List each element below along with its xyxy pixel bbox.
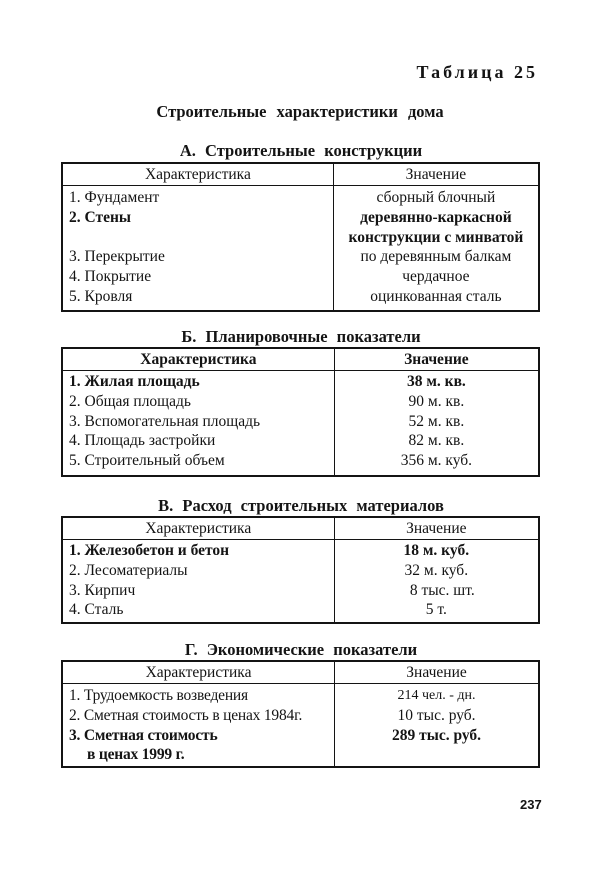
row-value: 5 т. <box>425 601 447 619</box>
row-label: 3. Сметная стоимость <box>69 726 218 744</box>
row-value: сборный блочный <box>376 189 496 206</box>
table-materials <box>61 516 540 624</box>
row-value: конструкции с минватой <box>348 228 524 246</box>
row-label: 2. Лесоматериалы <box>69 561 188 579</box>
row-label: 3. Вспомогательная площадь <box>69 412 261 430</box>
row-value <box>335 745 538 765</box>
table-header-row <box>62 661 539 684</box>
row-label: 2. Общая площадь <box>69 392 191 410</box>
column-header-characteristic: Характеристика <box>62 348 334 371</box>
table-header-row <box>62 163 539 186</box>
row-label: 4. Площадь застройки <box>69 432 216 450</box>
table-construction <box>61 162 540 312</box>
row-label: 1. Железобетон и бетон <box>69 542 230 559</box>
table-header-row <box>62 348 539 371</box>
row-value: 38 м. кв. <box>406 373 466 390</box>
table-row <box>62 684 539 768</box>
row-label: 2. Сметная стоимость в ценах 1984г. <box>69 706 303 724</box>
value-cell <box>334 540 539 624</box>
characteristic-cell <box>62 186 333 311</box>
table-row <box>62 540 539 624</box>
table-economics <box>61 660 540 768</box>
value-cell <box>333 186 539 311</box>
row-label: 5. Кровля <box>69 287 133 305</box>
column-header-value: Значение <box>334 348 539 371</box>
characteristic-cell <box>62 684 335 768</box>
table-planning <box>61 347 540 477</box>
section-c-title: В. Расход строительных материалов <box>158 496 444 515</box>
row-value: оцинкованная сталь <box>370 287 502 305</box>
column-header-value: Значение <box>334 517 539 540</box>
row-value: 32 м. куб. <box>404 561 469 579</box>
table-row <box>62 371 539 476</box>
row-label: 1. Трудоемкость возведения <box>69 687 248 704</box>
row-label: 4. Сталь <box>69 601 124 619</box>
row-value: деревянно-каркасной <box>360 208 512 226</box>
characteristic-cell <box>62 371 334 476</box>
row-value: 18 м. куб. <box>403 542 470 559</box>
row-value: 90 м. кв. <box>408 392 465 410</box>
column-header-value: Значение <box>335 661 539 684</box>
characteristic-cell <box>62 540 334 624</box>
row-label: 4. Покрытие <box>69 268 152 286</box>
table-row <box>62 186 539 311</box>
row-label: 1. Жилая площадь <box>69 373 200 390</box>
section-b-title: Б. Планировочные показатели <box>181 327 421 346</box>
row-value: 8 тыс. шт. <box>409 581 475 599</box>
column-header-characteristic: Характеристика <box>62 517 334 540</box>
row-label <box>69 228 333 248</box>
row-value: 10 тыс. руб. <box>397 706 476 724</box>
section-a-title: А. Строительные конструкции <box>179 141 423 160</box>
row-label-continuation: в ценах 1999 г. <box>87 746 185 764</box>
value-cell <box>335 684 539 768</box>
row-value: 214 чел. - дн. <box>397 688 476 703</box>
row-value: 52 м. кв. <box>408 412 465 430</box>
section-d-title: Г. Экономические показатели <box>184 640 418 659</box>
row-label <box>69 745 334 765</box>
row-label: 3. Кирпич <box>69 581 136 599</box>
row-value: чердачное <box>402 268 470 286</box>
row-value: по деревянным балкам <box>360 248 512 266</box>
row-value: 289 тыс. руб. <box>391 726 482 744</box>
table-number-label: Таблица 25 <box>416 62 538 82</box>
value-cell <box>334 371 539 476</box>
column-header-characteristic: Характеристика <box>62 163 333 186</box>
row-value: 356 м. куб. <box>400 452 473 470</box>
column-header-characteristic: Характеристика <box>62 661 335 684</box>
page-title: Строительные характеристики дома <box>156 102 444 121</box>
row-label: 1. Фундамент <box>69 189 160 206</box>
row-label: 2. Стены <box>69 208 132 226</box>
row-label: 5. Строительный объем <box>69 452 225 470</box>
table-header-row <box>62 517 539 540</box>
row-label: 3. Перекрытие <box>69 248 165 266</box>
row-value: 82 м. кв. <box>408 432 465 450</box>
page-number: 237 <box>520 797 542 812</box>
column-header-value: Значение <box>333 163 539 186</box>
